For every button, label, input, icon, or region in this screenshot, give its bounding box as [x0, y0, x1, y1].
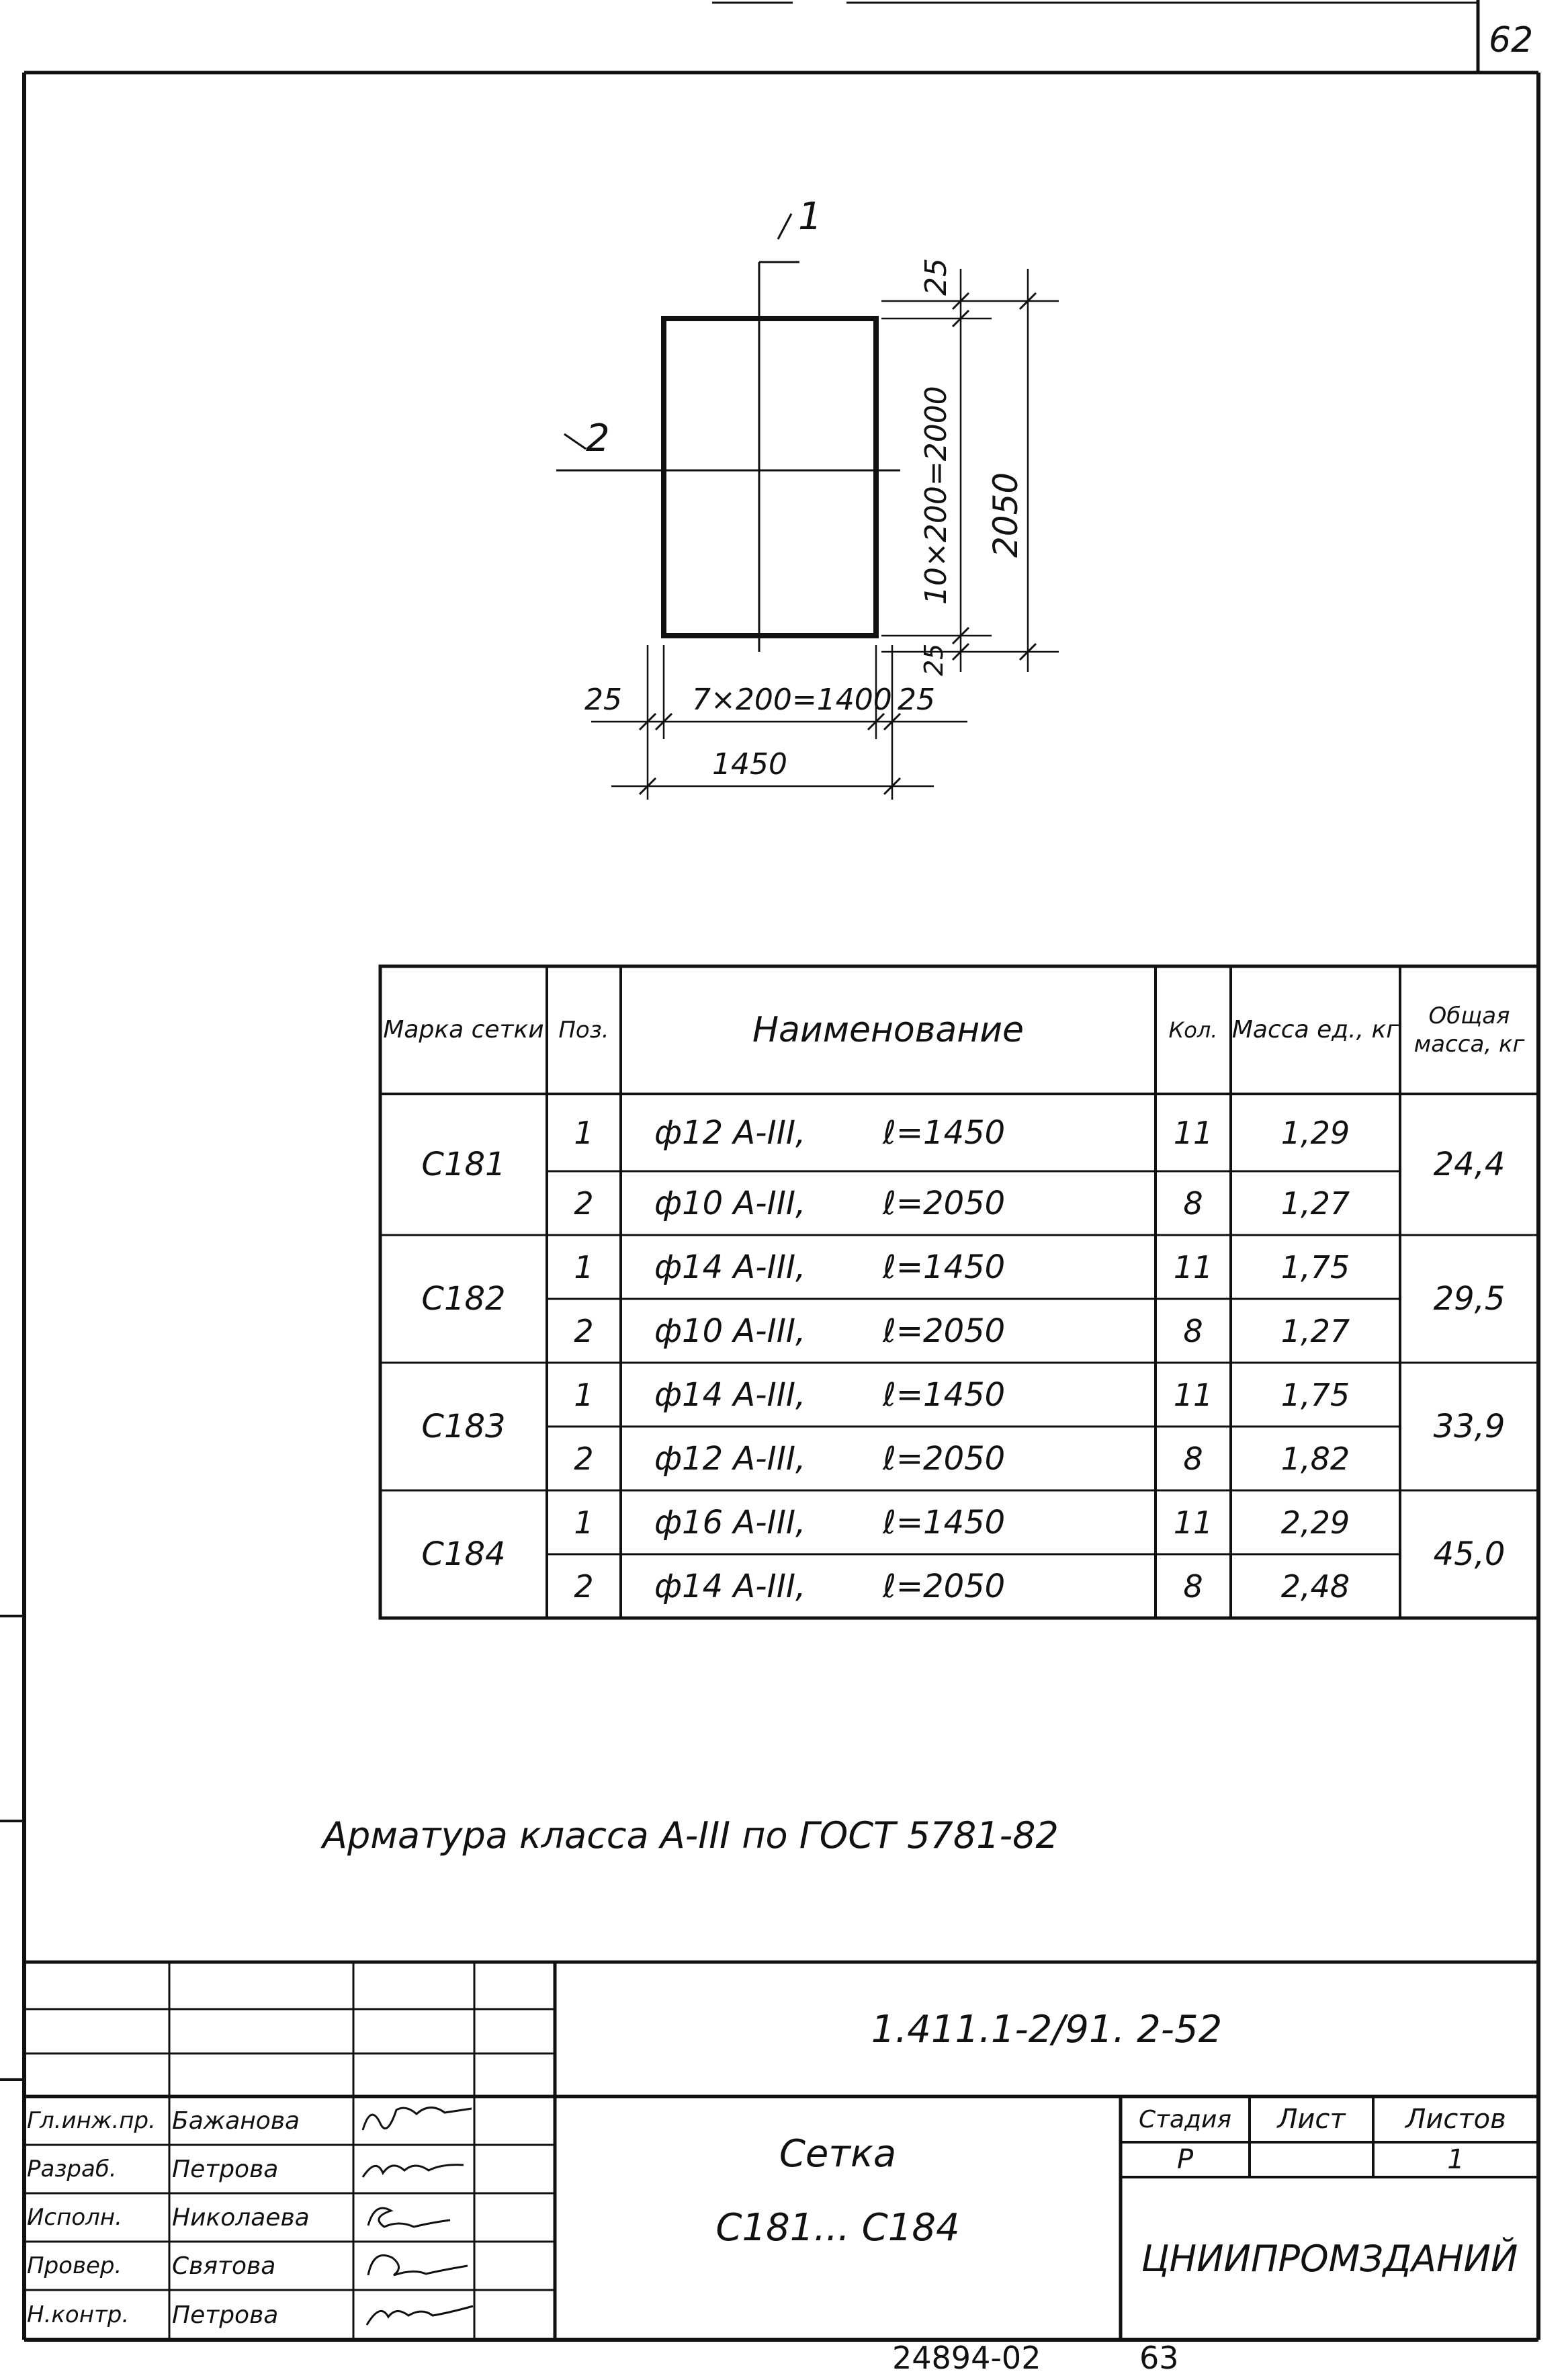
- qty-cell: 11: [1173, 1504, 1213, 1541]
- length-cell: ℓ=1450: [883, 1503, 1006, 1541]
- stage-label: Стадия: [1138, 2105, 1232, 2133]
- dim-top-25: 25: [919, 258, 953, 296]
- dim-right-25: 25: [898, 683, 935, 717]
- archive-code: 24894-02: [892, 2340, 1041, 2376]
- qty-cell: 11: [1173, 1114, 1213, 1151]
- document-code: 1.411.1-2/91. 2-52: [871, 2007, 1223, 2051]
- qty-cell: 8: [1183, 1185, 1203, 1222]
- mass-cell: 2,29: [1280, 1504, 1350, 1541]
- name-cell: ф12 А-III,: [654, 1439, 806, 1478]
- organization: ЦНИИПРОМЗДАНИЙ: [1141, 2237, 1518, 2280]
- mark-c184: С184: [421, 1535, 506, 1573]
- mark-c181: С181: [421, 1146, 506, 1183]
- length-cell: ℓ=2050: [883, 1439, 1006, 1478]
- signature-2: [363, 2165, 464, 2177]
- person-name: Николаева: [172, 2203, 310, 2232]
- name-cell: ф14 А-III,: [654, 1567, 806, 1605]
- mark-c183: С183: [421, 1408, 506, 1445]
- position-2-label: 2: [586, 417, 610, 460]
- dim-vertical-grid: 10×200=2000: [919, 386, 953, 605]
- sheets-value: 1: [1447, 2144, 1465, 2175]
- pos-cell: 1: [574, 1376, 594, 1413]
- pos-cell: 1: [574, 1504, 594, 1541]
- stage-value: Р: [1176, 2144, 1194, 2175]
- signature-4: [368, 2255, 468, 2275]
- length-cell: ℓ=2050: [883, 1567, 1006, 1605]
- length-cell: ℓ=1450: [883, 1113, 1006, 1152]
- total-c182: 29,5: [1433, 1280, 1506, 1318]
- qty-cell: 11: [1173, 1376, 1213, 1413]
- name-cell: ф10 А-III,: [654, 1184, 806, 1222]
- role-label: Исполн.: [27, 2204, 122, 2231]
- person-name: Петрова: [172, 2301, 279, 2329]
- mass-cell: 1,75: [1280, 1376, 1350, 1413]
- length-cell: ℓ=1450: [883, 1375, 1006, 1414]
- qty-cell: 11: [1173, 1248, 1213, 1285]
- pos-cell: 1: [574, 1248, 594, 1285]
- dim-horizontal-total: 1450: [712, 747, 787, 781]
- length-cell: ℓ=2050: [883, 1184, 1006, 1222]
- total-c181: 24,4: [1433, 1146, 1506, 1183]
- person-name: Бажанова: [172, 2107, 300, 2135]
- total-c184: 45,0: [1433, 1535, 1506, 1573]
- length-cell: ℓ=1450: [883, 1248, 1006, 1286]
- mass-cell: 2,48: [1280, 1568, 1350, 1605]
- role-label: Разраб.: [27, 2156, 117, 2182]
- name-cell: ф10 А-III,: [654, 1312, 806, 1350]
- header-name: Наименование: [752, 1010, 1025, 1050]
- name-cell: ф14 А-III,: [654, 1375, 806, 1414]
- header-total-mass: Общая масса, кг: [1413, 1003, 1525, 1058]
- mark-c182: С182: [421, 1280, 506, 1318]
- signature-1: [363, 2107, 472, 2130]
- drawing-title: Сетка: [779, 2131, 897, 2176]
- sheet-number: 62: [1489, 20, 1534, 60]
- pos-cell: 2: [574, 1568, 594, 1605]
- mass-cell: 1,27: [1280, 1312, 1350, 1349]
- mass-cell: 1,75: [1280, 1248, 1350, 1285]
- signature-5: [367, 2306, 473, 2325]
- archive-page: 63: [1139, 2340, 1179, 2376]
- header-pos: Поз.: [558, 1017, 609, 1044]
- pos-cell: 2: [574, 1185, 594, 1222]
- pos-cell: 2: [574, 1312, 594, 1349]
- name-cell: ф12 А-III,: [654, 1113, 806, 1152]
- dim-left-25: 25: [584, 683, 622, 717]
- mass-cell: 1,82: [1280, 1440, 1350, 1477]
- role-label: Гл.инж.пр.: [27, 2107, 156, 2134]
- qty-cell: 8: [1183, 1568, 1203, 1605]
- dim-horizontal-grid: 7×200=1400: [692, 683, 892, 717]
- dim-bottom-25: 25: [919, 643, 949, 676]
- position-1-label: 1: [798, 195, 822, 239]
- dim-vertical-total: 2050: [986, 472, 1025, 558]
- name-cell: ф14 А-III,: [654, 1248, 806, 1286]
- header-mark: Марка сетки: [383, 1016, 544, 1044]
- mass-cell: 1,27: [1280, 1185, 1350, 1222]
- header-unit-mass: Масса ед., кг: [1231, 1016, 1399, 1044]
- role-label: Провер.: [27, 2252, 122, 2279]
- total-c183: 33,9: [1433, 1408, 1506, 1445]
- signature-3: [368, 2208, 450, 2227]
- pos-cell: 2: [574, 1440, 594, 1477]
- name-cell: ф16 А-III,: [654, 1503, 806, 1541]
- person-name: Петрова: [172, 2155, 279, 2183]
- pos-cell: 1: [574, 1114, 594, 1151]
- length-cell: ℓ=2050: [883, 1312, 1006, 1350]
- sheet-value: [1250, 2142, 1373, 2177]
- sheets-label: Листов: [1405, 2104, 1506, 2135]
- reinforcement-note: Арматура класса А-III по ГОСТ 5781-82: [322, 1814, 1059, 1857]
- role-label: Н.контр.: [27, 2301, 130, 2328]
- person-name: Святова: [172, 2252, 276, 2280]
- qty-cell: 8: [1183, 1312, 1203, 1349]
- sheet-label: Лист: [1277, 2104, 1346, 2135]
- mass-cell: 1,29: [1280, 1114, 1350, 1151]
- header-qty: Кол.: [1168, 1017, 1218, 1043]
- drawing-subtitle: С181... С184: [715, 2205, 960, 2250]
- qty-cell: 8: [1183, 1440, 1203, 1477]
